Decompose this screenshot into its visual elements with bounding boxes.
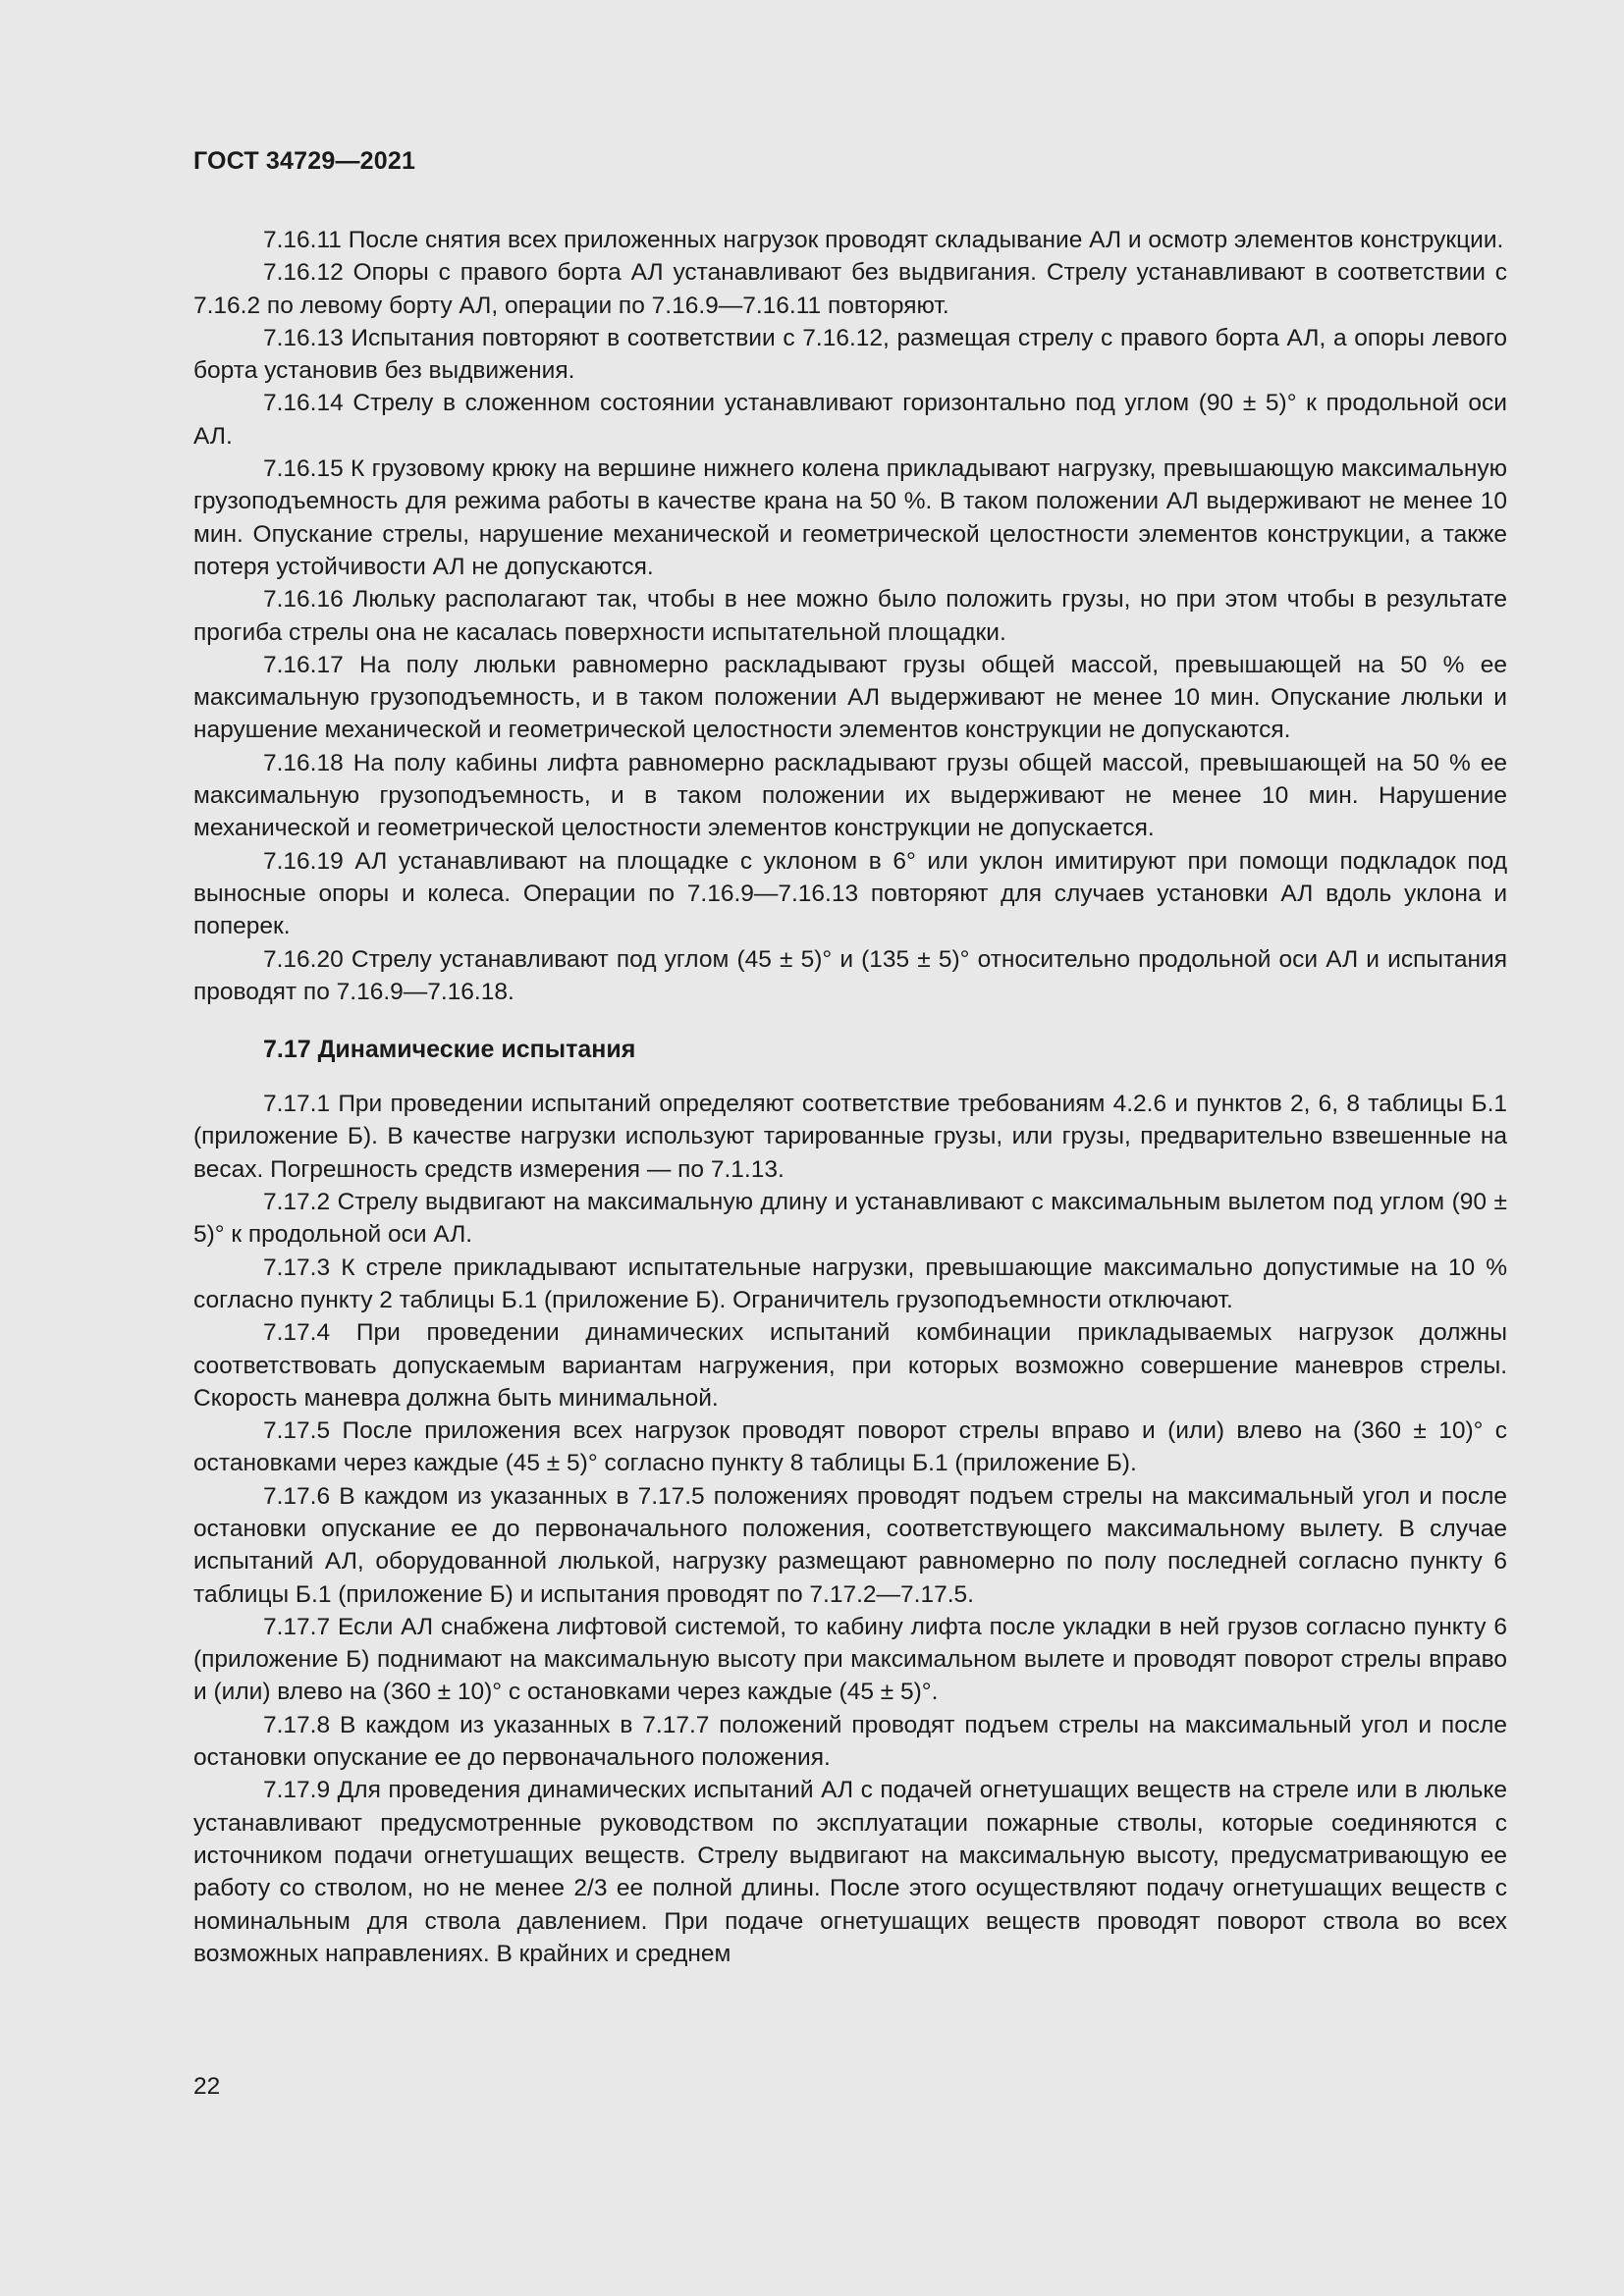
paragraph-7-17-3: 7.17.3 К стреле прикладывают испытательные нагрузки, превышающие максимально допустимые на 10 % согласно пункту 2 таблицы Б.1 (приложение Б). Ограничитель грузоподъемности отключают.: [193, 1254, 1507, 1313]
document-body: [193, 224, 1507, 1970]
paragraph-7-16-15: 7.16.15 К грузовому крюку на вершине нижнего колена прикладывают нагрузку, превышающую максимальную грузоподъемность для режима работы в качестве крана на 50 %. В таком положении АЛ выдерживают не менее 10 мин. Опускание стрелы, нарушение механической и геометрической целостности элементов конструкции, а также потеря устойчивости АЛ не допускаются.: [193, 455, 1507, 580]
paragraph-7-16-11: 7.16.11 После снятия всех приложенных нагрузок проводят складывание АЛ и осмотр элементов конструкции.: [263, 227, 1504, 253]
paragraph-7-17-6: 7.17.6 В каждом из указанных в 7.17.5 положениях проводят подъем стрелы на максимальный угол и после остановки опускание ее до первоначального положения, соответствующего максимальному вылету. В случае испытаний АЛ, оборудованной люлькой, нагрузку размещают равномерно по полу последней согласно пункту 6 таблицы Б.1 (приложение Б) и испытания проводят по 7.17.2—7.17.5.: [193, 1482, 1507, 1608]
paragraph-7-16-17: 7.16.17 На полу люльки равномерно раскладывают грузы общей массой, превышающей на 50 % ее максимальную грузоподъемность, и в таком положении АЛ выдерживают не менее 10 мин. Опускание люльки и нарушение механической и геометрической целостности элементов конструкции не допускаются.: [193, 651, 1507, 744]
paragraph-7-17-9: 7.17.9 Для проведения динамических испытаний АЛ с подачей огнетушащих веществ на стреле или в люльке устанавливают предусмотренные руководством по эксплуатации пожарные стволы, которые соединяются с источником подачи огнетушащих веществ. Стрелу выдвигают на максимальную высоту, предусматривающую ее работу со стволом, но не менее 2/3 ее полной длины. После этого осуществляют подачу огнетушащих веществ с номинальным для ствола давлением. При подаче огнетушащих веществ проводят поворот ствола во всех возможных направлениях. В крайних и среднем: [193, 1777, 1507, 1967]
paragraph-7-17-2: 7.17.2 Стрелу выдвигают на максимальную длину и устанавливают с максимальным вылетом под углом (90 ± 5)° к продольной оси АЛ.: [193, 1189, 1507, 1249]
paragraph-7-16-19: 7.16.19 АЛ устанавливают на площадке с уклоном в 6° или уклон имитируют при помощи подкладок под выносные опоры и колеса. Операции по 7.16.9—7.16.13 повторяют для случаев установки АЛ вдоль уклона и поперек.: [193, 847, 1507, 940]
section-title-7-17: 7.17 Динамические испытания: [263, 1036, 636, 1064]
paragraph-7-16-18: 7.16.18 На полу кабины лифта равномерно раскладывают грузы общей массой, превышающей на 50 % ее максимальную грузоподъемность, и в таком положении их выдерживают не менее 10 мин. Нарушение механической и геометрической целостности элементов конструкции не допускается.: [193, 749, 1507, 842]
paragraph-7-17-5: 7.17.5 После приложения всех нагрузок проводят поворот стрелы вправо и (или) влево на (360 ± 10)° с остановками через каждые (45 ± 5)° согласно пункту 8 таблицы Б.1 (приложение Б).: [193, 1417, 1507, 1477]
page-number: 22: [193, 2073, 221, 2100]
paragraph-7-17-4: 7.17.4 При проведении динамических испытаний комбинации прикладываемых нагрузок должны соответствовать допускаемым вариантам нагружения, при которых возможно совершение маневров стрелы. Скорость маневра должна быть минимальной.: [193, 1319, 1507, 1412]
paragraph-7-16-14: 7.16.14 Стрелу в сложенном состоянии устанавливают горизонтально под углом (90 ± 5)° к продольной оси АЛ.: [193, 390, 1507, 450]
document-header: ГОСТ 34729—2021: [193, 147, 416, 175]
paragraph-7-17-1: 7.17.1 При проведении испытаний определяют соответствие требованиям 4.2.6 и пунктов 2, 6, 8 таблицы Б.1 (приложение Б). В качестве нагрузки используют тарированные грузы, или грузы, предварительно взвешенные на весах. Погрешность средств измерения — по 7.1.13.: [193, 1091, 1507, 1183]
paragraph-7-17-8: 7.17.8 В каждом из указанных в 7.17.7 положений проводят подъем стрелы на максимальный угол и после остановки опускание ее до первоначального положения.: [193, 1711, 1507, 1772]
paragraph-7-17-7: 7.17.7 Если АЛ снабжена лифтовой системой, то кабину лифта после укладки в ней грузов согласно пункту 6 (приложение Б) поднимают на максимальную высоту при максимальном вылете и проводят поворот стрелы вправо и (или) влево на (360 ± 10)° с остановками через каждые (45 ± 5)°.: [193, 1613, 1507, 1706]
paragraph-7-16-13: 7.16.13 Испытания повторяют в соответствии с 7.16.12, размещая стрелу с правого борта АЛ, а опоры левого борта установив без выдвижения.: [193, 324, 1507, 385]
paragraph-7-16-16: 7.16.16 Люльку располагают так, чтобы в нее можно было положить грузы, но при этом чтобы в результате прогиба стрелы она не касалась поверхности испытательной площадки.: [193, 586, 1507, 646]
paragraph-7-16-20: 7.16.20 Стрелу устанавливают под углом (45 ± 5)° и (135 ± 5)° относительно продольной оси АЛ и испытания проводят по 7.16.9—7.16.18.: [193, 945, 1507, 1005]
paragraph-7-16-12: 7.16.12 Опоры с правого борта АЛ устанавливают без выдвигания. Стрелу устанавливают в соответствии с 7.16.2 по левому борту АЛ, операции по 7.16.9—7.16.11 повторяют.: [193, 259, 1507, 319]
